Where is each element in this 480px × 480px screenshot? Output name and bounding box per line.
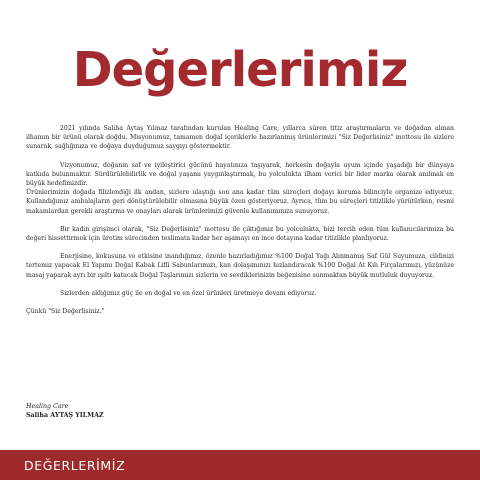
- paragraph-process: Ürünlerimizin doğada filizlendiği ilk andan, sizlere ulaştığı son ana kadar tüm süreçleri doğayı koruma bilinciyle organize ediyoruz. Kullandığımız ambalajların geri dönüştürülebilir olmasına büyük özen gösteriyoruz. Ayrıca, tüm bu süreçleri titizlikle yürütürken, resmi makamlardan gerekli araştırma ve onayları alarak ürünlerimizi güvenle kullanımınıza sunuyoruz.: [26, 189, 454, 215]
- paragraph-motto: Çünkü "Siz Değerlisiniz.": [26, 308, 105, 316]
- paragraph-entrepreneur: Bir kadın girişimci olarak, "Siz Değerlisiniz" mottosu ile çıktığımız bu yolculukta, bizi tercih eden tüm kullanıcılarımıza bu değeri hissettirmek için üretim sürecinden teslimata kadar her aşamayı en ince detayına kadar titizlikle planlıyoruz.: [26, 225, 454, 243]
- paragraph-founding: 2021 yılında Saliha Aytaş Yılmaz tarafından kurulan Healing Care, yıllarca süren titiz araştırmaların ve doğadan alınan ilhamın bir ürünü olarak doğdu. Misyonumuz, tamamen doğal içeriklerle hazırlanmış ürünlerimizi "Siz Değerlisiniz" mottosu ile sizlere sunarak, sağlığınıza ve doğaya duyduğumuz saygıyı göstermektir.: [26, 125, 454, 151]
- paragraph-commitment: Sizlerden aldığımız güç ile en doğal ve en özel ürünleri üretmeye devam ediyoruz.: [60, 289, 317, 297]
- signature-name: Saliha AYTAŞ YILMAZ: [26, 412, 104, 419]
- page-title: Değerlerimiz: [72, 42, 408, 98]
- footer-label: DEĞERLERİMİZ: [24, 458, 126, 473]
- footer-bar: [0, 450, 480, 480]
- values-text: [26, 124, 454, 325]
- paragraph-vision: Vizyonumuz, doğanın saf ve iyileştirici gücünü hayatınıza taşıyarak, herkesin doğayla uyum içinde yaşadığı bir dünyaya katkıda bulunmaktır. Sürdürülebilirlik ve doğal yaşamı yaygınlaştırmak, bu yolculukta ilham verici bir lider marka olarak anılmak en büyük hedefimizdir.: [26, 161, 454, 188]
- signature-block: [26, 402, 104, 420]
- signature-company: Healing Care: [26, 403, 69, 410]
- paragraph-products: Enerjisine, kokusuna ve etkisine inandığımız, özenle hazırladığımız %100 Doğal Yağı Alınmamış Saf Gül Suyumuza, cildinizi tertemiz yapacak El Yapımı Doğal Kabak Lifli Sabunlarımızı, kan dolaşımınızı hızlandıracak %100 Doğal At Kılı Fırçalarımızı, yüzünüze masaj yaparak ayrı bir ışıltı katacak Doğal Taşlarımızı sizlerin ve sevdiklerinizin beğenisine sunmaktan büyük mutluluk duyuyoruz.: [26, 253, 454, 279]
